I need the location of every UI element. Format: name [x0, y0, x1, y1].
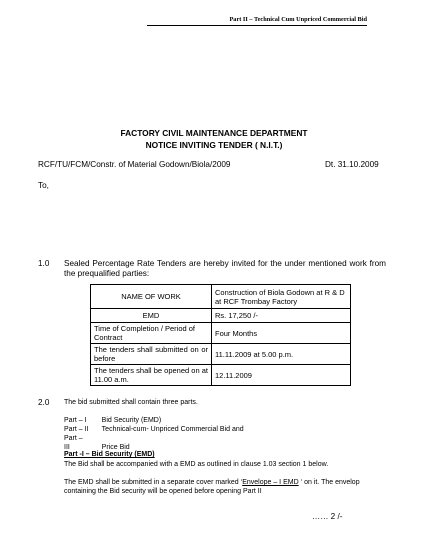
page-continuation: …… 2 /-: [312, 512, 343, 521]
part-label: Part – II: [64, 426, 89, 433]
notice-title: NOTICE INVITING TENDER ( N.I.T.): [145, 140, 283, 150]
part-desc: Technical-cum- Unpriced Commercial Bid and: [101, 426, 244, 433]
bid-security-paragraph-2: [64, 479, 382, 496]
para-text: The EMD shall be submitted in a separate cover marked ‘: [64, 479, 243, 486]
reference-date: Dt. 31.10.2009: [325, 160, 379, 169]
bid-security-paragraph-1: The Bid shall be accompanied with a EMD as outlined in clause 1.03 section 1 below.: [64, 461, 329, 468]
table-value-cell: Construction of Biola Godown at R & D at RCF Trombay Factory: [212, 285, 351, 309]
table-value-cell: Four Months: [212, 323, 351, 344]
envelope-marking: Envelope – I EMD: [242, 479, 299, 486]
section-1-number: 1.0: [38, 259, 50, 268]
table-label-cell: Time of Completion / Period of Contract: [91, 323, 212, 344]
part-label: Part – I: [64, 417, 87, 424]
section-2-text: The bid submitted shall contain three parts.: [64, 399, 198, 406]
table-row: [91, 309, 351, 323]
department-title: FACTORY CIVIL MAINTENANCE DEPARTMENT: [120, 128, 308, 138]
table-label-cell: NAME OF WORK: [91, 285, 212, 309]
table-row: [91, 323, 351, 344]
section-2-number: 2.0: [38, 398, 50, 407]
tender-details-table: [90, 284, 351, 386]
table-label-cell: The tenders shall be opened on at 11.00 a.m.: [91, 365, 212, 386]
part-desc: Bid Security (EMD): [101, 417, 162, 424]
para-text: ‘ on it. The envelop containing the Bid security will be opened before opening Part II: [64, 479, 360, 495]
list-item: [64, 416, 244, 425]
bid-security-heading: Part -I – Bid Security (EMD): [64, 451, 155, 458]
table-row: [91, 285, 351, 309]
table-value-cell: 12.11.2009: [212, 365, 351, 386]
part-label: Part – III: [64, 435, 83, 451]
table-label-cell: EMD: [91, 309, 212, 323]
table-value-cell: Rs. 17,250 /-: [212, 309, 351, 323]
list-item: [64, 425, 244, 434]
part-desc: Price Bid: [101, 444, 130, 451]
page-header: Part II – Technical Cum Unpriced Commercial Bid: [147, 16, 367, 26]
table-label-cell: The tenders shall submitted on or before: [91, 344, 212, 365]
reference-number: RCF/TU/FCM/Constr. of Material Godown/Biola/2009: [38, 160, 231, 169]
bid-parts-list: [64, 416, 244, 451]
table-row: [91, 344, 351, 365]
salutation: To,: [38, 181, 49, 190]
table-row: [91, 365, 351, 386]
list-item: [64, 434, 244, 451]
section-1-text: Sealed Percentage Rate Tenders are hereby invited for the under mentioned work from the prequalified parties:: [64, 259, 386, 278]
table-value-cell: 11.11.2009 at 5.00 p.m.: [212, 344, 351, 365]
